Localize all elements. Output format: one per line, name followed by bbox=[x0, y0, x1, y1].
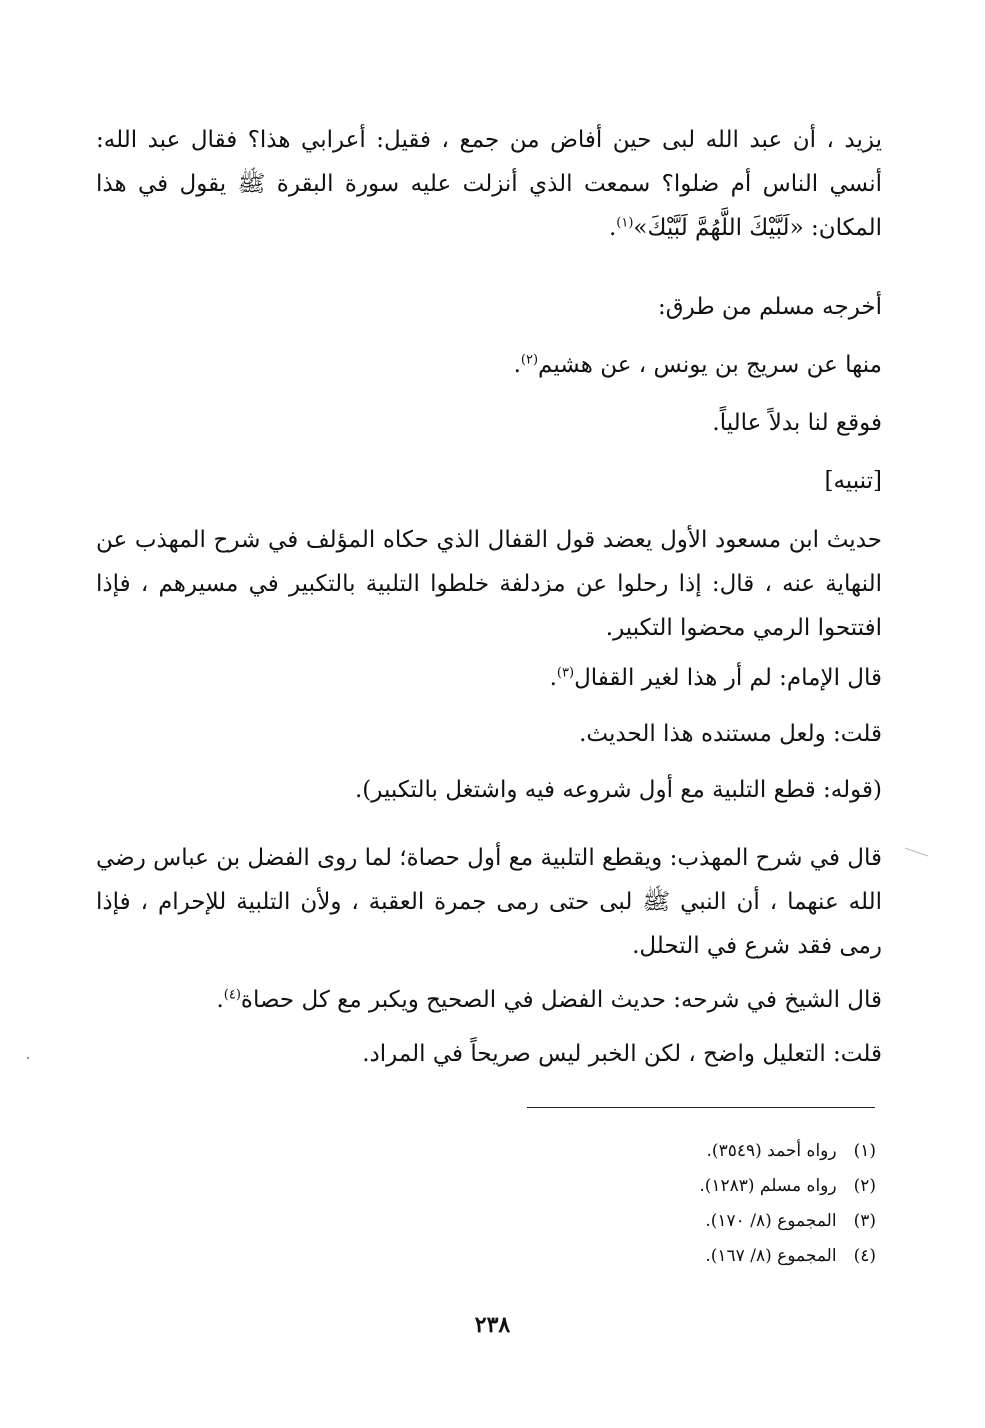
paragraph-qultu-1: قلت: ولعل مستنده هذا الحديث. bbox=[579, 721, 882, 747]
paragraph-qawluhu: (قوله: قطع التلبية مع أول شروعه فيه واشتغل بالتكبير). bbox=[355, 777, 882, 803]
footnote-ref-2[interactable]: (٢) bbox=[520, 352, 539, 368]
paragraph-end: . bbox=[608, 215, 617, 241]
paragraph-akhrajahu: أخرجه مسلم من طرق: bbox=[658, 294, 882, 320]
footnote-text: رواه مسلم (١٢٨٣). bbox=[699, 1176, 837, 1196]
paragraph-end: . bbox=[216, 987, 224, 1013]
footnote-ref-4[interactable]: (٤) bbox=[223, 987, 241, 1003]
paragraph-text: قال الشيخ في شرحه: حديث الفضل في الصحيح ويكبر مع كل حصاة bbox=[240, 987, 882, 1013]
paragraph-end: . bbox=[549, 665, 557, 691]
footnote-number: (٤) bbox=[853, 1246, 876, 1266]
footnote-number: (٢) bbox=[853, 1176, 876, 1196]
paragraph-fawaqaa: فوقع لنا بدلاً عالياً. bbox=[712, 410, 882, 436]
paragraph-text: قال الإمام: لم أر هذا لغير القفال bbox=[574, 665, 882, 691]
paragraph-text: يزيد ، أن عبد الله لبى حين أفاض من جمع ، فقيل: أعرابي هذا؟ فقال عبد الله: أنسي الناس أم ضلوا؟ سمعت الذي أنزلت عليه سورة البقرة ﷺ يقول في هذا المكان: «لَبَّيْكَ اللَّهُمَّ لَبَّيْكَ» bbox=[96, 127, 882, 241]
footnote-text: المجموع (٨/ ١٦٧). bbox=[705, 1246, 837, 1266]
footnote-text: رواه أحمد (٣٥٤٩). bbox=[706, 1141, 837, 1161]
footnote-number: (٣) bbox=[853, 1211, 876, 1231]
footnote-ref-3[interactable]: (٣) bbox=[556, 665, 575, 681]
paragraph-qultu-2: قلت: التعليل واضح ، لكن الخبر ليس صريحاً في المراد. bbox=[362, 1041, 882, 1067]
heading-tanbih: [تنبيه] bbox=[824, 468, 882, 494]
page-number: ٢٣٨ bbox=[474, 1312, 511, 1338]
paragraph-ibn-masud: حديث ابن مسعود الأول يعضد قول القفال الذي حكاه المؤلف في شرح المهذب عن النهاية عنه ، قال: إذا رحلوا عن مزدلفة خلطوا التلبية بالتكبير في مسيرهم ، فإذا افتتحوا الرمي محضوا التكبير. bbox=[96, 527, 882, 641]
scan-dot bbox=[27, 1057, 29, 1059]
paragraph-sharh-almuhadhab: قال في شرح المهذب: ويقطع التلبية مع أول حصاة؛ لما روى الفضل بن عباس رضي الله عنهما ، أن النبي ﷺ لبى حتى رمى جمرة العقبة ، ولأن التلبية للإحرام ، فإذا رمى فقد شرع في التحلل. bbox=[96, 845, 882, 959]
footnote-text: المجموع (٨/ ١٧٠). bbox=[705, 1211, 837, 1231]
footnote-number: (١) bbox=[853, 1141, 876, 1161]
footnote-ref-1[interactable]: (١) bbox=[616, 215, 634, 231]
paragraph-end: . bbox=[513, 352, 521, 378]
scan-mark bbox=[905, 848, 928, 856]
paragraph-text: منها عن سريج بن يونس ، عن هشيم bbox=[538, 352, 882, 378]
